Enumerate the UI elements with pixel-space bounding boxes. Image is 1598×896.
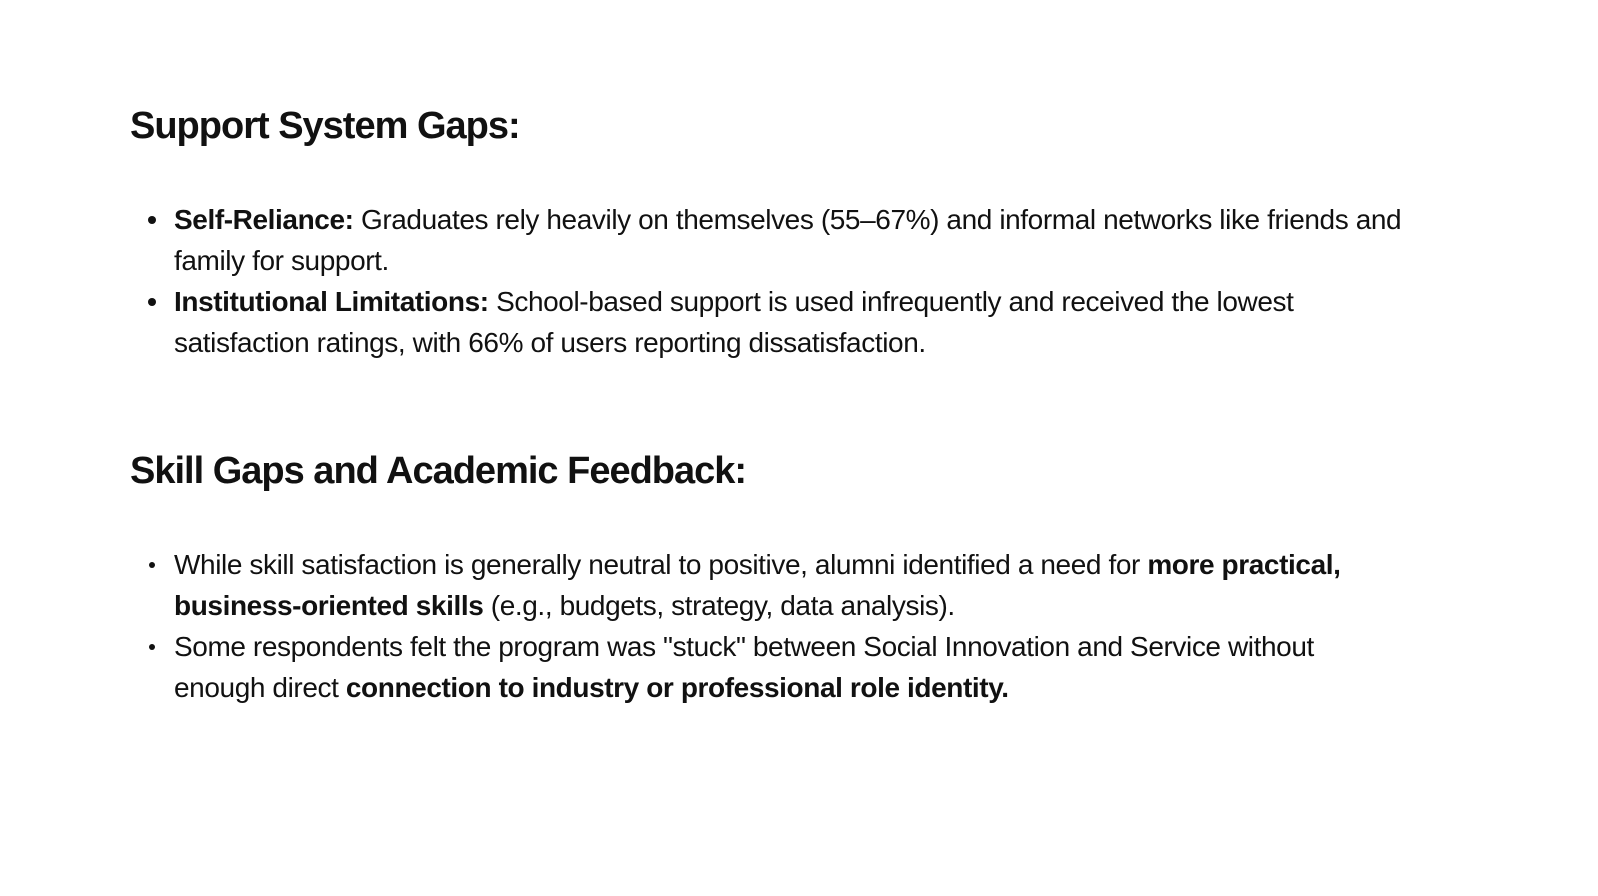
- list-item: [174, 199, 1404, 281]
- item-text-post: (e.g., budgets, strategy, data analysis).: [483, 590, 955, 621]
- item-text-bold: connection to industry or professional role identity.: [345, 672, 1009, 703]
- item-text-pre: Some respondents felt the program was "stuck" between Social Innovation and Service without enough direct: [174, 631, 1314, 703]
- bullet-icon: [149, 644, 155, 650]
- support-gaps-list: [174, 199, 1404, 363]
- list-item: [174, 544, 1404, 626]
- skill-gaps-list: [174, 544, 1404, 708]
- list-item: [174, 626, 1404, 708]
- item-text: School-based support is used infrequently and received the lowest satisfaction ratings, with 66% of users reporting dissatisfaction.: [174, 286, 1294, 358]
- section-title-skill-gaps: Skill Gaps and Academic Feedback:: [130, 450, 747, 492]
- item-text: Graduates rely heavily on themselves (55–67%) and informal networks like friends and family for support.: [174, 204, 1402, 276]
- item-text-pre: While skill satisfaction is generally neutral to positive, alumni identified a need for: [174, 549, 1148, 580]
- section-title-support-system-gaps: Support System Gaps:: [130, 105, 520, 147]
- bullet-icon: [149, 562, 155, 568]
- item-text-bold: more practical, business-oriented skills: [174, 549, 1341, 621]
- list-item: [174, 281, 1404, 363]
- item-label: Self-Reliance:: [174, 204, 354, 235]
- bullet-icon: [148, 216, 156, 224]
- bullet-icon: [148, 298, 156, 306]
- item-label: Institutional Limitations:: [174, 286, 489, 317]
